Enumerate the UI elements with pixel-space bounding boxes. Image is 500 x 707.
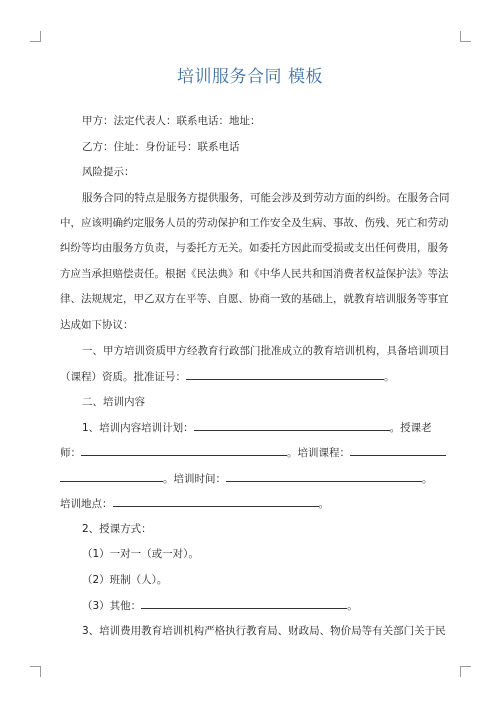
teacher-label-end: 师： [60,447,81,459]
crop-mark-top-right [460,31,471,42]
clause-1-line-1: 一、甲方培训资质甲方经教育行政部门批准成立的教育培训机构，具备培训项目 [82,345,450,357]
location-blank [113,496,319,507]
other-blank [141,598,347,609]
period: 。 [318,498,329,510]
course-time-line [60,471,445,486]
approval-number-blank [186,369,384,380]
option-2: （2）班制（人）。 [82,574,168,586]
item-1-line [82,420,467,435]
training-plan-blank [194,420,390,431]
course-blank-continued [60,471,163,482]
time-blank [226,471,422,482]
approval-number-label: （课程）资质。批准证号： [60,371,186,383]
clause-2-heading: 二、培训内容 [82,396,145,408]
crop-mark-top-left [30,31,41,42]
risk-paragraph-line-2: 中，应该明确约定服务人员的劳动保护和工作安全及生病、事故、伤残、死亡和劳动 [60,217,449,229]
document-title: 培训服务合同 模板 [177,67,323,87]
item-3-line: 3、培训费用教育培训机构严格执行教育局、财政局、物价局等有关部门关于民 [82,625,446,637]
course-label: 。培训课程： [287,447,350,459]
risk-heading: 风险提示： [82,166,135,178]
crop-mark-bottom-left [30,666,41,677]
other-label: （3）其他： [82,600,142,612]
risk-paragraph-line-3: 纠纷等均由服务方负责，与委托方无关。如委托方因此而受损或支出任何费用，服务 [60,242,449,254]
course-blank [350,445,446,456]
clause-1-line-2 [60,369,445,384]
risk-paragraph-line-6: 达成如下协议： [60,319,134,331]
training-plan-label: 1、培训内容培训计划： [82,422,194,434]
location-label: 培训地点： [60,498,113,510]
period: 。 [422,473,433,485]
risk-paragraph-line-1: 服务合同的特点是服务方提供服务，可能会涉及到劳动方面的纠纷。在服务合同 [82,192,450,204]
crop-mark-bottom-right [460,666,471,677]
risk-paragraph-line-4: 方应当承担赔偿责任。根据《民法典》和《中华人民共和国消费者权益保护法》等法 [60,268,449,280]
teacher-blank [81,445,287,456]
item-2-heading: 2、授课方式： [82,523,152,535]
party-b-line: 乙方：住址：身份证号：联系电话 [82,141,240,153]
period: 。 [384,371,395,383]
teacher-label-start: 。授课老 [389,422,432,434]
location-line [60,496,445,511]
option-3 [82,598,467,613]
option-1: （1）一对一（或一对）。 [82,548,199,560]
period: 。 [347,600,358,612]
risk-paragraph-line-5: 律、法规规定，甲乙双方在平等、自愿、协商一致的基础上，就教育培训服务等事宜 [60,293,449,305]
teacher-course-line [60,445,445,460]
time-label: 。培训时间： [163,473,226,485]
party-a-line: 甲方：法定代表人：联系电话：地址： [82,115,261,127]
